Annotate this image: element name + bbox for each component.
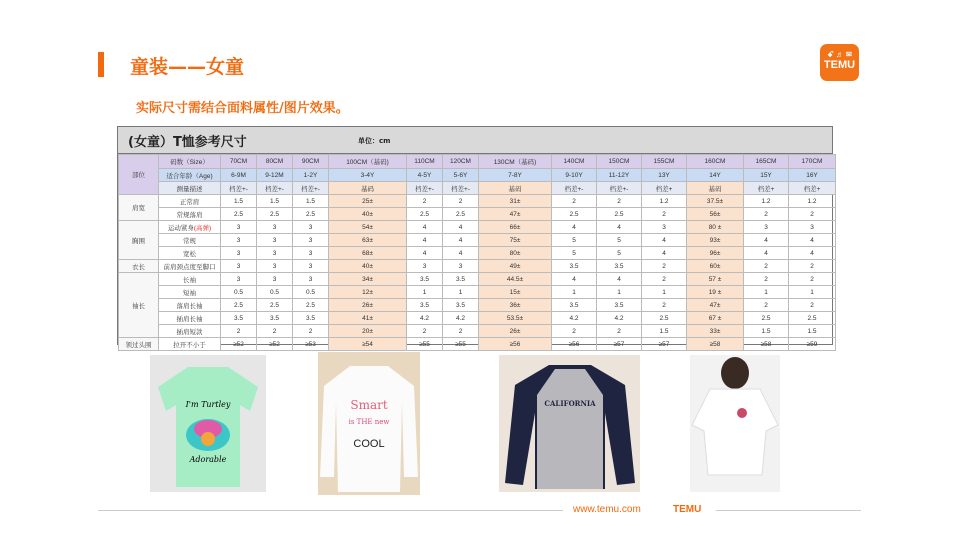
raglan-longsleeve-icon [499, 355, 640, 492]
value-cell: 66± [479, 221, 552, 234]
value-cell: 60± [687, 260, 744, 273]
value-cell: 3 [257, 247, 293, 260]
temu-logo [820, 44, 859, 81]
value-cell: 5 [552, 247, 597, 260]
size-chart-title: (女童）T恤参考尺寸 [128, 135, 247, 150]
value-cell: 2 [407, 195, 443, 208]
measurement-label [159, 234, 221, 247]
value-cell: ≥53 [293, 338, 329, 351]
print-text-1: I'm Turtley [185, 400, 231, 409]
value-cell: 4.2 [552, 312, 597, 325]
size-cell: 140CM [552, 155, 597, 169]
value-cell: 1.5 [642, 325, 687, 338]
measurement-label [159, 221, 221, 234]
measurement-label-text: 宽松 [183, 250, 196, 258]
value-cell: 1 [597, 286, 642, 299]
value-cell: 3 [221, 260, 257, 273]
table-row [119, 299, 836, 312]
value-cell: 1 [789, 286, 836, 299]
measurement-label [159, 247, 221, 260]
value-cell: 15± [479, 286, 552, 299]
value-cell: ≥57 [642, 338, 687, 351]
value-cell: 4 [789, 234, 836, 247]
value-cell: ≥54 [329, 338, 407, 351]
value-cell: 1.5 [789, 325, 836, 338]
value-cell: 3 [293, 273, 329, 286]
value-cell: 4 [443, 247, 479, 260]
value-cell: 4.2 [443, 312, 479, 325]
value-cell: 2 [744, 273, 789, 286]
size-chart-header [118, 127, 832, 154]
value-cell: 2.5 [443, 208, 479, 221]
header-row [119, 169, 836, 182]
table-row [119, 208, 836, 221]
table-row [119, 234, 836, 247]
value-cell: 2.5 [789, 312, 836, 325]
product-photo-raglan-tee [499, 355, 640, 492]
value-cell: 2 [789, 260, 836, 273]
size-cell: 165CM [744, 155, 789, 169]
value-cell: 3 [221, 234, 257, 247]
value-cell: ≥56 [552, 338, 597, 351]
row-header-label: 码数（Size） [159, 155, 221, 169]
measurement-label-text: 插肩短款 [176, 328, 203, 336]
table-row [119, 286, 836, 299]
group-label: 肩宽 [119, 195, 159, 221]
value-cell: 4 [744, 247, 789, 260]
value-cell: 2 [443, 195, 479, 208]
measurement-label [159, 208, 221, 221]
value-cell: 2.5 [293, 299, 329, 312]
value-cell: 1.5 [744, 325, 789, 338]
value-cell: 3 [221, 273, 257, 286]
value-cell: 1 [744, 286, 789, 299]
value-cell: 2 [257, 325, 293, 338]
print-text-california: CALIFORNIA [544, 399, 596, 408]
value-cell: 4 [552, 221, 597, 234]
value-cell: 56± [687, 208, 744, 221]
value-cell: ≥52 [257, 338, 293, 351]
measurement-label-text: 插肩长袖 [176, 315, 203, 323]
measurement-label [159, 325, 221, 338]
value-cell: 26± [479, 325, 552, 338]
value-cell: 2 [744, 208, 789, 221]
value-cell: 4.2 [407, 312, 443, 325]
value-cell: ≥58 [687, 338, 744, 351]
value-cell: ≥58 [744, 338, 789, 351]
value-cell: 33± [687, 325, 744, 338]
age-cell: 16Y [789, 169, 836, 182]
footer-brand: TEMU [673, 504, 702, 515]
measurement-label [159, 286, 221, 299]
product-photo-white-tee [318, 352, 420, 495]
value-cell: 2.5 [257, 208, 293, 221]
product-photo-model-tee [690, 355, 780, 492]
value-cell: 3.5 [552, 260, 597, 273]
value-cell: 0.5 [257, 286, 293, 299]
value-cell: 2 [221, 325, 257, 338]
value-cell: 5 [552, 234, 597, 247]
desc-cell: 档差+- [257, 182, 293, 195]
value-cell: 3.5 [293, 312, 329, 325]
value-cell: 47± [687, 299, 744, 312]
size-cell: 120CM [443, 155, 479, 169]
value-cell: 4 [642, 234, 687, 247]
title-accent-bar [98, 52, 104, 77]
age-cell: 15Y [744, 169, 789, 182]
value-cell: 3.5 [443, 273, 479, 286]
value-cell: 4 [407, 247, 443, 260]
value-cell: 3 [293, 260, 329, 273]
measurement-label-text: 正常肩 [179, 198, 200, 206]
age-cell: 9-10Y [552, 169, 597, 182]
value-cell: 3 [257, 234, 293, 247]
value-cell: 2 [407, 325, 443, 338]
value-cell: 2 [597, 195, 642, 208]
value-cell: 2 [642, 260, 687, 273]
desc-cell: 档差+ [744, 182, 789, 195]
value-cell: 1.5 [257, 195, 293, 208]
age-cell: 6-9M [221, 169, 257, 182]
table-row [119, 325, 836, 338]
value-cell: 3.5 [407, 273, 443, 286]
measurement-label-text: 短袖 [183, 289, 196, 297]
footer-url[interactable]: www.temu.com [573, 504, 641, 515]
value-cell: 1.2 [744, 195, 789, 208]
value-cell: 2 [597, 325, 642, 338]
size-cell: 160CM [687, 155, 744, 169]
value-cell: 3.5 [443, 299, 479, 312]
value-cell: 4 [642, 247, 687, 260]
measurement-label [159, 299, 221, 312]
value-cell: 3 [789, 221, 836, 234]
value-cell: 1 [443, 286, 479, 299]
value-cell: 37.5± [687, 195, 744, 208]
value-cell: 2 [552, 325, 597, 338]
desc-cell: 档差+- [443, 182, 479, 195]
value-cell: 3 [443, 260, 479, 273]
desc-cell: 基码 [329, 182, 407, 195]
value-cell: 3 [221, 247, 257, 260]
value-cell: 2 [744, 299, 789, 312]
value-cell: 26± [329, 299, 407, 312]
value-cell: 2 [642, 208, 687, 221]
print-text-new: is THE new [348, 418, 390, 426]
measurement-label [159, 260, 221, 273]
size-cell: 110CM [407, 155, 443, 169]
desc-cell: 档差+- [221, 182, 257, 195]
value-cell: 20± [329, 325, 407, 338]
part-header: 部位 [119, 155, 159, 195]
value-cell: 53.5± [479, 312, 552, 325]
value-cell: 2.5 [257, 299, 293, 312]
size-cell: 90CM [293, 155, 329, 169]
value-cell: 3 [221, 221, 257, 234]
desc-cell: 档差+- [407, 182, 443, 195]
logo-icons: ꗃ ♬ ✉ [827, 50, 852, 59]
value-cell: 75± [479, 234, 552, 247]
value-cell: 40± [329, 260, 407, 273]
green-tshirt-icon [150, 355, 266, 492]
desc-cell: 档差+- [597, 182, 642, 195]
value-cell: 3 [642, 221, 687, 234]
page-subtitle: 实际尺寸需结合面料属性/图片效果。 [136, 101, 349, 116]
value-cell: 4 [597, 273, 642, 286]
value-cell: 63± [329, 234, 407, 247]
value-cell: 54± [329, 221, 407, 234]
size-cell: 80CM [257, 155, 293, 169]
value-cell: ≥57 [597, 338, 642, 351]
value-cell: 3 [257, 260, 293, 273]
value-cell: ≥55 [443, 338, 479, 351]
age-cell: 9-12M [257, 169, 293, 182]
size-cell: 150CM [597, 155, 642, 169]
value-cell: 1 [642, 286, 687, 299]
value-cell: 3 [257, 221, 293, 234]
value-cell: 3.5 [597, 260, 642, 273]
header-row [119, 155, 836, 169]
product-photo-green-tee [150, 355, 266, 492]
print-text-smart: Smart [350, 398, 388, 412]
value-cell: 4 [597, 221, 642, 234]
measurement-label-text: 长袖 [183, 276, 196, 284]
value-cell: ≥55 [407, 338, 443, 351]
value-cell: 1.5 [221, 195, 257, 208]
table-row [119, 273, 836, 286]
value-cell: 3 [744, 221, 789, 234]
measurement-label [159, 273, 221, 286]
value-cell: 4 [789, 247, 836, 260]
logo-text: TEMU [823, 59, 856, 71]
age-cell: 7-8Y [479, 169, 552, 182]
value-cell: 1 [407, 286, 443, 299]
value-cell: 2.5 [293, 208, 329, 221]
value-cell: 5 [597, 247, 642, 260]
value-cell: 3 [293, 247, 329, 260]
table-row [119, 338, 836, 351]
table-row [119, 260, 836, 273]
value-cell: 68± [329, 247, 407, 260]
table-row [119, 312, 836, 325]
value-cell: ≥59 [789, 338, 836, 351]
value-cell: 34± [329, 273, 407, 286]
table-row [119, 247, 836, 260]
value-cell: 3.5 [257, 312, 293, 325]
measurement-label [159, 195, 221, 208]
value-cell: 4 [407, 234, 443, 247]
value-cell: 3.5 [221, 312, 257, 325]
age-cell: 13Y [642, 169, 687, 182]
age-cell: 5-6Y [443, 169, 479, 182]
row-header-label: 测量描述 [159, 182, 221, 195]
value-cell: 0.5 [293, 286, 329, 299]
value-cell: 2.5 [744, 312, 789, 325]
value-cell: 2 [293, 325, 329, 338]
value-cell: 2.5 [407, 208, 443, 221]
desc-cell: 基码 [479, 182, 552, 195]
value-cell: 80 ± [687, 221, 744, 234]
value-cell: 2 [642, 273, 687, 286]
value-cell: 47± [479, 208, 552, 221]
table-row [119, 195, 836, 208]
value-cell: 2.5 [221, 208, 257, 221]
value-cell: 2 [789, 273, 836, 286]
group-label: 胸围 [119, 221, 159, 260]
value-cell: 2 [789, 208, 836, 221]
age-cell: 1-2Y [293, 169, 329, 182]
group-label: 袖长 [119, 273, 159, 338]
value-cell: 40± [329, 208, 407, 221]
value-cell: 3.5 [597, 299, 642, 312]
value-cell: 1.2 [789, 195, 836, 208]
value-cell: 2 [443, 325, 479, 338]
size-cell: 170CM [789, 155, 836, 169]
age-cell: 3-4Y [329, 169, 407, 182]
value-cell: 49± [479, 260, 552, 273]
measurement-label-text: 常规 [183, 237, 196, 245]
value-cell: 2.5 [642, 312, 687, 325]
measurement-label-text: 落肩长袖 [176, 302, 203, 310]
measurement-label-text: 运动紧身 [167, 224, 194, 232]
value-cell: 1.2 [642, 195, 687, 208]
value-cell: 5 [597, 234, 642, 247]
value-cell: 41± [329, 312, 407, 325]
desc-cell: 档差+- [293, 182, 329, 195]
value-cell: 4 [552, 273, 597, 286]
value-cell: 67 ± [687, 312, 744, 325]
group-label: 领过头围 [119, 338, 159, 351]
value-cell: 19 ± [687, 286, 744, 299]
group-label: 衣长 [119, 260, 159, 273]
value-cell: 4 [443, 221, 479, 234]
measurement-label-note: (高弹) [193, 224, 212, 232]
desc-cell: 档差+ [642, 182, 687, 195]
value-cell: 4.2 [597, 312, 642, 325]
value-cell: 80± [479, 247, 552, 260]
value-cell: 4 [407, 221, 443, 234]
value-cell: 96± [687, 247, 744, 260]
footer-divider-left [98, 510, 563, 511]
footer-divider-right [716, 510, 861, 511]
table-row [119, 221, 836, 234]
value-cell: 31± [479, 195, 552, 208]
value-cell: 3 [407, 260, 443, 273]
value-cell: 2.5 [552, 208, 597, 221]
value-cell: 36± [479, 299, 552, 312]
measurement-label-text: 常规落肩 [176, 211, 203, 219]
value-cell: 44.5± [479, 273, 552, 286]
print-text-cool: COOL [353, 438, 385, 450]
value-cell: 2.5 [597, 208, 642, 221]
measurement-label-text: 拉开不小于 [173, 341, 206, 349]
value-cell: 3 [257, 273, 293, 286]
value-cell: 4 [744, 234, 789, 247]
print-text-2: Adorable [189, 455, 227, 464]
value-cell: 2 [642, 299, 687, 312]
value-cell: 2.5 [221, 299, 257, 312]
value-cell: 1.5 [293, 195, 329, 208]
white-oversized-tshirt-icon [690, 355, 780, 492]
desc-cell: 档差+- [552, 182, 597, 195]
value-cell: 3.5 [552, 299, 597, 312]
measurement-label-text: 前肩颈点度至脚口 [163, 263, 216, 271]
size-cell: 100CM（基码) [329, 155, 407, 169]
value-cell: 93± [687, 234, 744, 247]
size-table [118, 154, 836, 351]
row-header-label: 适合年龄（Age) [159, 169, 221, 182]
value-cell: ≥56 [479, 338, 552, 351]
size-chart [117, 126, 833, 349]
age-cell: 4-5Y [407, 169, 443, 182]
header-row [119, 182, 836, 195]
age-cell: 11-12Y [597, 169, 642, 182]
desc-cell: 基码 [687, 182, 744, 195]
value-cell: 4 [443, 234, 479, 247]
value-cell: 2 [552, 195, 597, 208]
size-chart-unit: 单位：cm [358, 137, 391, 145]
page-title: 童装——女童 [130, 56, 245, 78]
value-cell: 25± [329, 195, 407, 208]
value-cell: 2 [789, 299, 836, 312]
age-cell: 14Y [687, 169, 744, 182]
measurement-label [159, 338, 221, 351]
value-cell: 12± [329, 286, 407, 299]
size-cell: 130CM（基码) [479, 155, 552, 169]
value-cell: 2 [744, 260, 789, 273]
value-cell: 57 ± [687, 273, 744, 286]
value-cell: 0.5 [221, 286, 257, 299]
value-cell: 3 [293, 221, 329, 234]
value-cell: 3.5 [407, 299, 443, 312]
size-cell: 70CM [221, 155, 257, 169]
value-cell: 1 [552, 286, 597, 299]
value-cell: ≥52 [221, 338, 257, 351]
size-cell: 155CM [642, 155, 687, 169]
measurement-label [159, 312, 221, 325]
desc-cell: 档差+ [789, 182, 836, 195]
value-cell: 3 [293, 234, 329, 247]
